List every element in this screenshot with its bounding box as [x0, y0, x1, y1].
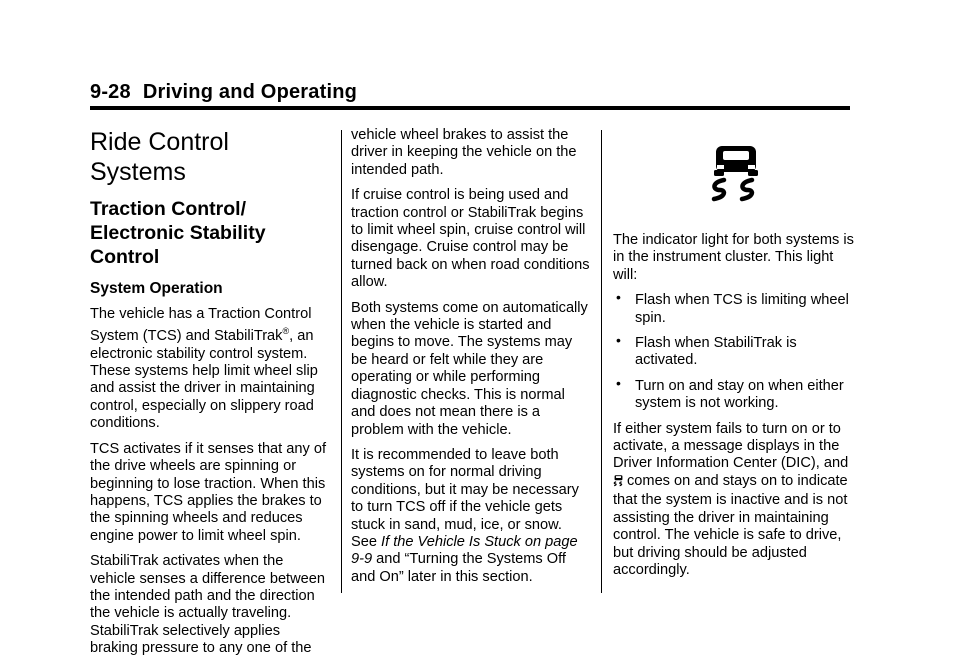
paragraph: The indicator light for both systems is in the instrument cluster. This light will: — [613, 232, 854, 283]
chapter-title: Driving and Operating — [142, 81, 358, 103]
column-2 — [351, 127, 591, 594]
paragraph-text: comes on and stays on to indicate that the system is inactive and is not assisting the driver in maintaining control. The vehicle is safe to drive, but driving should be adjusted accordingly. — [613, 472, 848, 578]
column-1 — [90, 127, 330, 666]
paragraph: Both systems come on automatically when the vehicle is started and begins to move. The systems may be heard or felt while they are operating or while performing diagnostic checks. This is normal and does not mean there is a problem with the vehicle. — [351, 299, 588, 438]
header-text — [90, 80, 850, 104]
paragraph — [613, 421, 858, 580]
paragraph — [351, 447, 591, 586]
paragraph: TCS activates if it senses that any of the drive wheels are spinning or beginning to lose traction. When this happens, TCS applies the brakes to the spinning wheels and reduces engine power to limit wheel spin. — [90, 440, 327, 544]
subsubsection-title: System Operation — [90, 280, 223, 297]
indicator-behavior-list — [613, 289, 858, 412]
bullet-icon: • — [616, 332, 621, 349]
paragraph: If cruise control is being used and traction control or StabiliTrak begins to limit wheel spin, cruise control will disengage. Cruise control may be turned back on when road conditions allow. — [351, 187, 590, 291]
paragraph-text: , an electronic stability control system. These systems help limit wheel slip and assist the driver in maintaining control, especially on slippery road conditions. — [90, 328, 318, 432]
traction-control-indicator-icon — [613, 127, 858, 224]
paragraph-text: It is recommended to leave both systems on for normal driving conditions, but it may be necessary to turn TCS off if the vehicle gets stuck in sand, mud, ice, or snow. See — [351, 446, 579, 550]
bullet-icon: • — [616, 374, 621, 391]
paragraph: StabiliTrak activates when the vehicle senses a difference between the intended path and the direction the vehicle is actually traveling. StabiliTrak selectively applies braking pressure to any one of the — [90, 553, 326, 657]
bullet-icon: • — [616, 289, 621, 306]
registered-mark: ® — [282, 326, 290, 337]
list-item — [613, 374, 858, 413]
paragraph-text: The vehicle has a Traction Control System (TCS) and StabiliTrak — [90, 306, 312, 345]
column-divider-2 — [601, 130, 602, 593]
column-divider-1 — [341, 130, 342, 593]
list-item-text: Flash when TCS is limiting wheel spin. — [635, 292, 849, 326]
list-item — [613, 332, 858, 370]
cross-reference-link[interactable]: If the Vehicle Is Stuck on page 9‑9 — [351, 533, 578, 568]
page-number: 9-28 — [90, 81, 131, 103]
section-title: Ride Control Systems — [90, 128, 229, 186]
list-item-text: Turn on and stay on when either system is not working. — [635, 377, 844, 412]
header-rule — [90, 106, 850, 110]
paragraph-text: and “Turning the Systems Off and On” later in this section. — [351, 551, 566, 585]
list-item-text: Flash when StabiliTrak is activated. — [635, 335, 797, 369]
column-3 — [613, 127, 858, 587]
list-item — [613, 289, 858, 327]
paragraph — [90, 306, 330, 433]
subsection-title: Traction Control/ Electronic Stability Control — [90, 198, 266, 268]
paragraph: vehicle wheel brakes to assist the driver in keeping the vehicle on the intended path. — [351, 127, 577, 178]
traction-control-small-icon — [613, 474, 624, 492]
paragraph-text: If either system fails to turn on or to activate, a message displays in the Driver Information Center (DIC), and — [613, 420, 849, 472]
page-header — [90, 80, 850, 104]
